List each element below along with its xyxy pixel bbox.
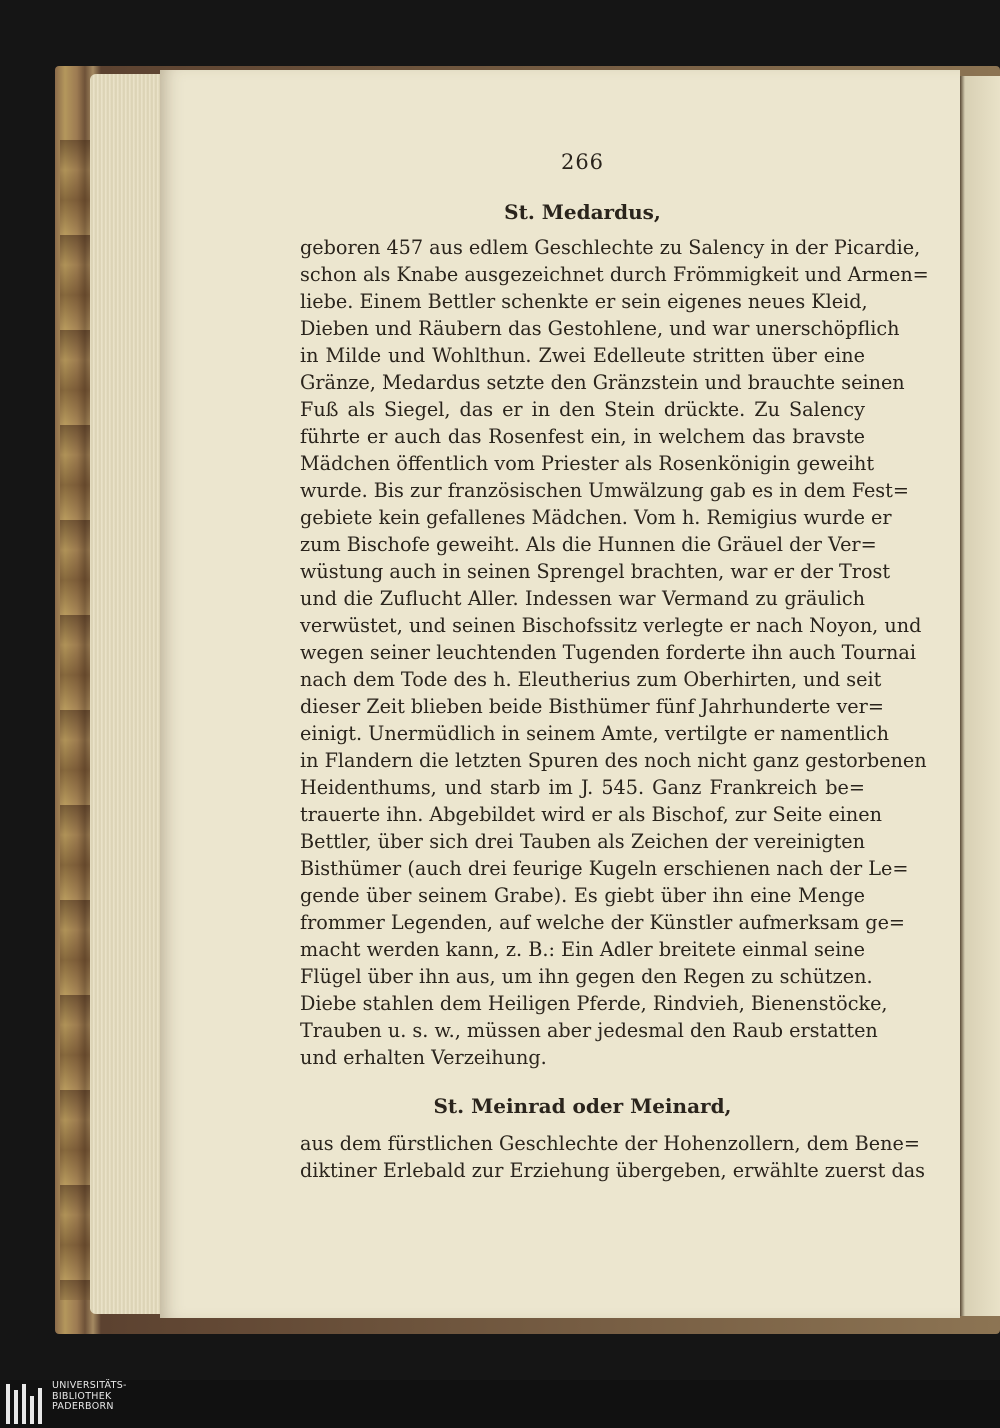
text-line: geboren 457 aus edlem Geschlechte zu Salency in der Picardie, xyxy=(300,236,921,259)
text-line: frommer Legenden, auf welche der Künstler aufmerksam ge= xyxy=(300,911,905,934)
text-line: führte er auch das Rosenfest ein, in welchem das bravste xyxy=(300,425,865,448)
text-line: gebiete kein gefallenes Mädchen. Vom h. Remigius wurde er xyxy=(300,506,892,529)
paragraph-meinrad xyxy=(300,1130,926,1184)
heading-meinrad: St. Meinrad oder Meinard, xyxy=(433,1094,732,1118)
footer-bar xyxy=(0,1380,1000,1428)
text-line: Mädchen öffentlich vom Priester als Rosenkönigin geweiht xyxy=(300,452,875,475)
text-line: trauerte ihn. Abgebildet wird er als Bischof, zur Seite einen xyxy=(300,803,882,826)
text-line: nach dem Tode des h. Eleutherius zum Oberhirten, und seit xyxy=(300,668,882,691)
paragraph-medardus xyxy=(300,234,929,1071)
library-name: UNIVERSITÄTS- BIBLIOTHEK PADERBORN xyxy=(52,1380,127,1412)
text-line: Diebe stahlen dem Heiligen Pferde, Rindvieh, Bienenstöcke, xyxy=(300,992,888,1015)
text-line: und erhalten Verzeihung. xyxy=(300,1046,547,1069)
text-line: wüstung auch in seinen Sprengel brachten, war er der Trost xyxy=(300,560,891,583)
text-line: Heidenthums, und starb im J. 545. Ganz Frankreich be= xyxy=(300,776,865,799)
text-line: verwüstet, und seinen Bischofssitz verlegte er nach Noyon, und xyxy=(300,614,922,637)
text-line: Dieben und Räubern das Gestohlene, und war unerschöpflich xyxy=(300,317,900,340)
text-line: Gränze, Medardus setzte den Gränzstein und brauchte seinen xyxy=(300,371,905,394)
text-line: in Flandern die letzten Spuren des noch nicht ganz gestorbenen xyxy=(300,749,927,772)
text-line: wegen seiner leuchtenden Tugenden forderte ihn auch Tournai xyxy=(300,641,916,664)
text-line: Trauben u. s. w., müssen aber jedesmal den Raub erstatten xyxy=(300,1019,878,1042)
text-line: Fuß als Siegel, das er in den Stein drückte. Zu Salency xyxy=(300,398,865,421)
text-line: liebe. Einem Bettler schenkte er sein eigenes neues Kleid, xyxy=(300,290,868,313)
heading-medardus: St. Medardus, xyxy=(504,200,661,224)
text-line: schon als Knabe ausgezeichnet durch Frömmigkeit und Armen= xyxy=(300,263,929,286)
text-line: Bisthümer (auch drei feurige Kugeln erschienen nach der Le= xyxy=(300,857,909,880)
facing-page-edge xyxy=(960,76,1000,1316)
text-line: Flügel über ihn aus, um ihn gegen den Regen zu schützen. xyxy=(300,965,873,988)
text-line: in Milde und Wohlthun. Zwei Edelleute stritten über eine xyxy=(300,344,865,367)
text-line: aus dem fürstlichen Geschlechte der Hohenzollern, dem Bene= xyxy=(300,1132,920,1155)
university-logo-icon xyxy=(4,1382,44,1426)
text-line: wurde. Bis zur französischen Umwälzung gab es in dem Fest= xyxy=(300,479,909,502)
text-line: macht werden kann, z. B.: Ein Adler breitete einmal seine xyxy=(300,938,865,961)
text-line: diktiner Erlebald zur Erziehung übergeben, erwählte zuerst das xyxy=(300,1159,926,1182)
text-line: und die Zuflucht Aller. Indessen war Vermand zu gräulich xyxy=(300,587,865,610)
page-edges xyxy=(90,74,170,1314)
text-line: einigt. Unermüdlich in seinem Amte, vertilgte er namentlich xyxy=(300,722,890,745)
text-line: dieser Zeit blieben beide Bisthümer fünf Jahrhunderte ver= xyxy=(300,695,884,718)
text-line: gende über seinem Grabe). Es giebt über ihn eine Menge xyxy=(300,884,865,907)
text-line: zum Bischofe geweiht. Als die Hunnen die Gräuel der Ver= xyxy=(300,533,877,556)
page-number: 266 xyxy=(560,150,605,174)
text-line: Bettler, über sich drei Tauben als Zeichen der vereinigten xyxy=(300,830,865,853)
